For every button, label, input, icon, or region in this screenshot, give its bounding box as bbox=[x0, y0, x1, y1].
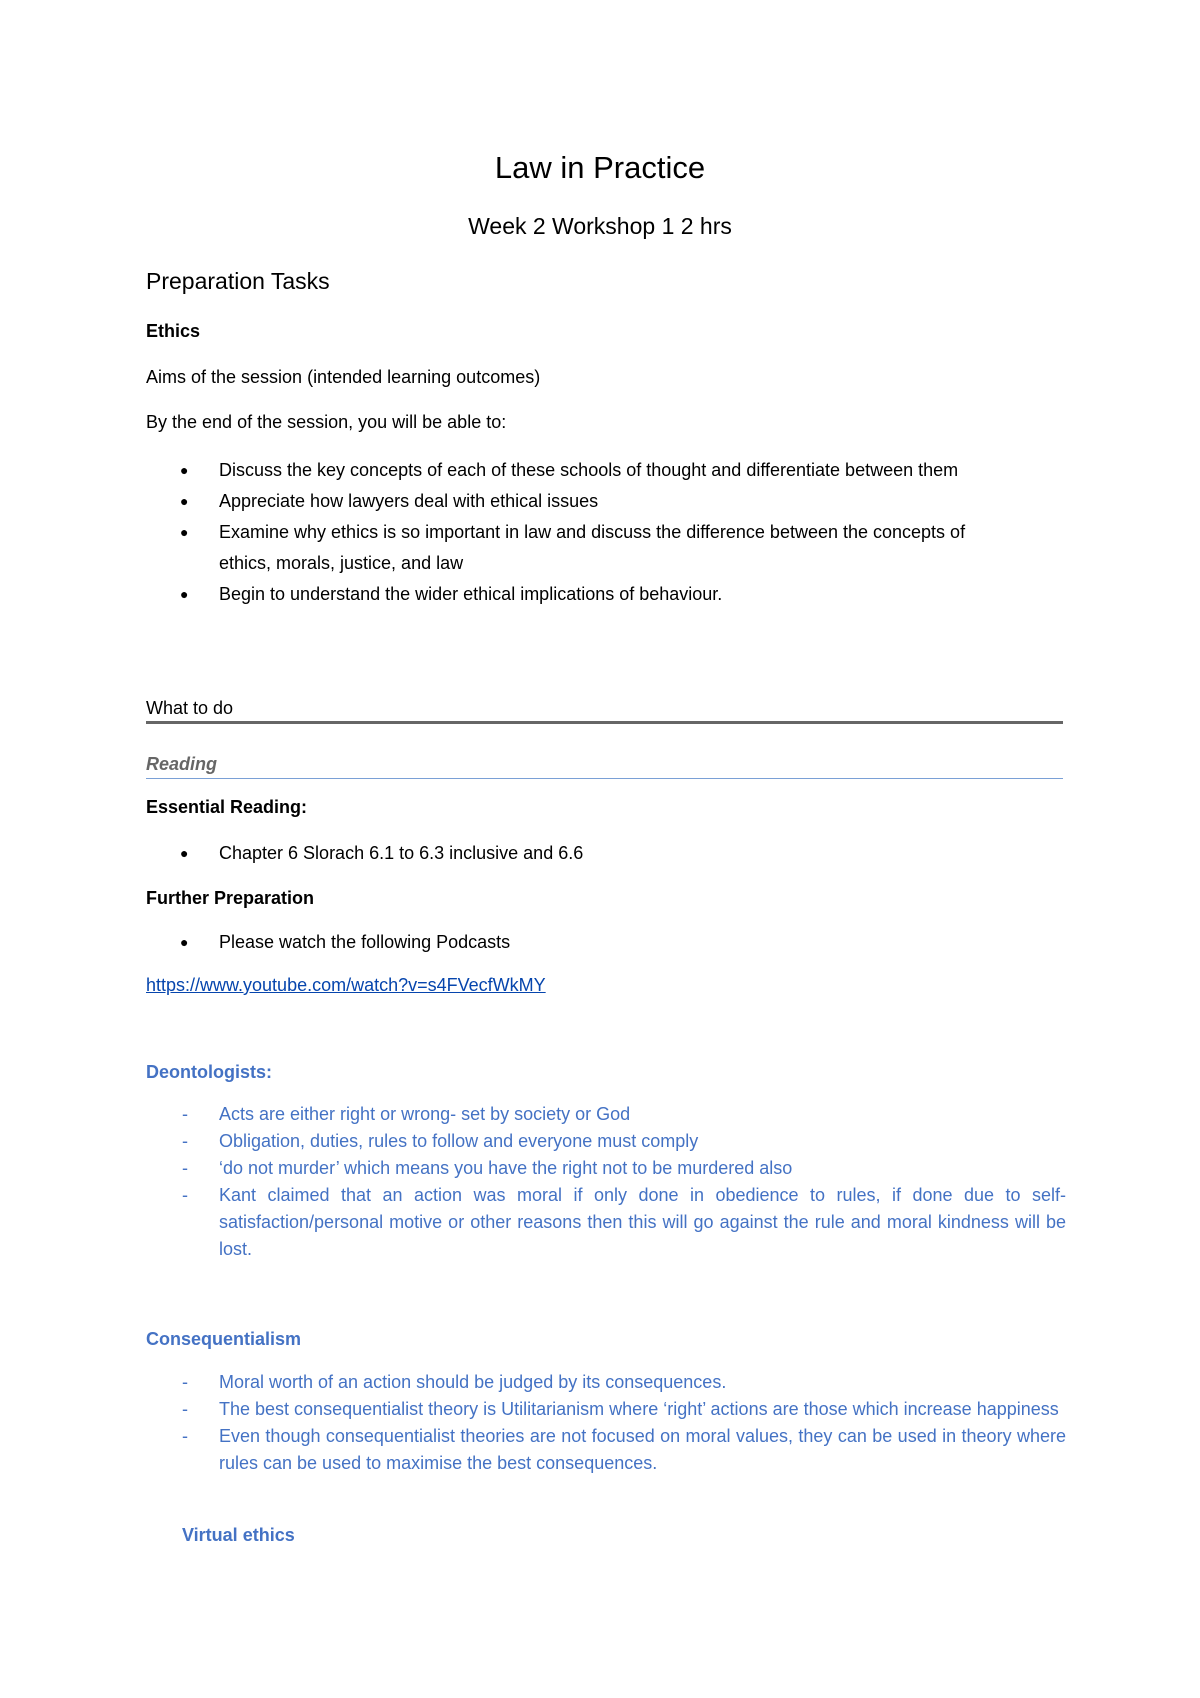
podcast-link[interactable]: https://www.youtube.com/watch?v=s4FVecfWkMY bbox=[146, 975, 546, 995]
bullet-icon: ● bbox=[180, 493, 189, 509]
consequentialism-list bbox=[146, 1369, 1066, 1477]
list-item: ● Begin to understand the wider ethical implications of behaviour. bbox=[146, 579, 1066, 610]
bullet-icon: ● bbox=[180, 462, 189, 478]
list-item: - Moral worth of an action should be judged by its consequences. bbox=[146, 1369, 1066, 1396]
list-item: ● Appreciate how lawyers deal with ethical issues bbox=[146, 486, 1066, 517]
by-end-text: By the end of the session, you will be able to: bbox=[146, 412, 507, 432]
outcomes-list bbox=[146, 455, 1066, 610]
dash-icon: - bbox=[182, 1104, 188, 1124]
aims-text: Aims of the session (intended learning outcomes) bbox=[146, 367, 541, 387]
reading-heading: Reading bbox=[146, 754, 218, 774]
bullet-icon: ● bbox=[180, 524, 189, 540]
deontologists-heading: Deontologists: bbox=[146, 1062, 272, 1082]
dash-icon: - bbox=[182, 1426, 188, 1446]
document-subtitle: Week 2 Workshop 1 2 hrs bbox=[468, 213, 732, 239]
reading-divider bbox=[146, 778, 1063, 779]
ethics-heading: Ethics bbox=[146, 321, 201, 341]
list-item: - Kant claimed that an action was moral if only done in obedience to rules, if done due to self-satisfaction/personal motive or other reasons then this will go against the rule and moral kindness will be lost. bbox=[146, 1182, 1066, 1263]
bullet-icon: ● bbox=[180, 586, 189, 602]
dash-icon: - bbox=[182, 1372, 188, 1392]
further-preparation-list bbox=[146, 927, 1066, 958]
list-item: ● Chapter 6 Slorach 6.1 to 6.3 inclusive and 6.6 bbox=[146, 838, 1066, 869]
preparation-tasks-heading: Preparation Tasks bbox=[146, 268, 330, 294]
deontologists-list bbox=[146, 1101, 1066, 1263]
document-title: Law in Practice bbox=[494, 150, 706, 185]
dash-icon: - bbox=[182, 1399, 188, 1419]
dash-icon: - bbox=[182, 1158, 188, 1178]
virtual-ethics-heading: Virtual ethics bbox=[182, 1525, 295, 1545]
list-item: ● Examine why ethics is so important in law and discuss the difference between the concepts of ethics, morals, justice, and law bbox=[146, 517, 999, 579]
list-item: ● Discuss the key concepts of each of these schools of thought and differentiate between them bbox=[146, 455, 1066, 486]
essential-reading-heading: Essential Reading: bbox=[146, 797, 308, 817]
section-divider bbox=[146, 721, 1063, 724]
list-item: - Obligation, duties, rules to follow and everyone must comply bbox=[146, 1128, 1066, 1155]
consequentialism-heading: Consequentialism bbox=[146, 1329, 302, 1349]
list-item: - Acts are either right or wrong- set by society or God bbox=[146, 1101, 1066, 1128]
essential-reading-list bbox=[146, 838, 1066, 869]
bullet-icon: ● bbox=[180, 845, 189, 861]
further-preparation-heading: Further Preparation bbox=[146, 888, 315, 908]
bullet-icon: ● bbox=[180, 934, 189, 950]
list-item: ● Please watch the following Podcasts bbox=[146, 927, 1066, 958]
list-item: - Even though consequentialist theories are not focused on moral values, they can be used in theory where rules can be used to maximise the best consequences. bbox=[146, 1423, 1066, 1477]
list-item: - ‘do not murder’ which means you have the right not to be murdered also bbox=[146, 1155, 1066, 1182]
what-to-do-heading: What to do bbox=[146, 698, 234, 718]
dash-icon: - bbox=[182, 1131, 188, 1151]
list-item: - The best consequentialist theory is Utilitarianism where ‘right’ actions are those which increase happiness bbox=[146, 1396, 1066, 1423]
dash-icon: - bbox=[182, 1185, 188, 1205]
